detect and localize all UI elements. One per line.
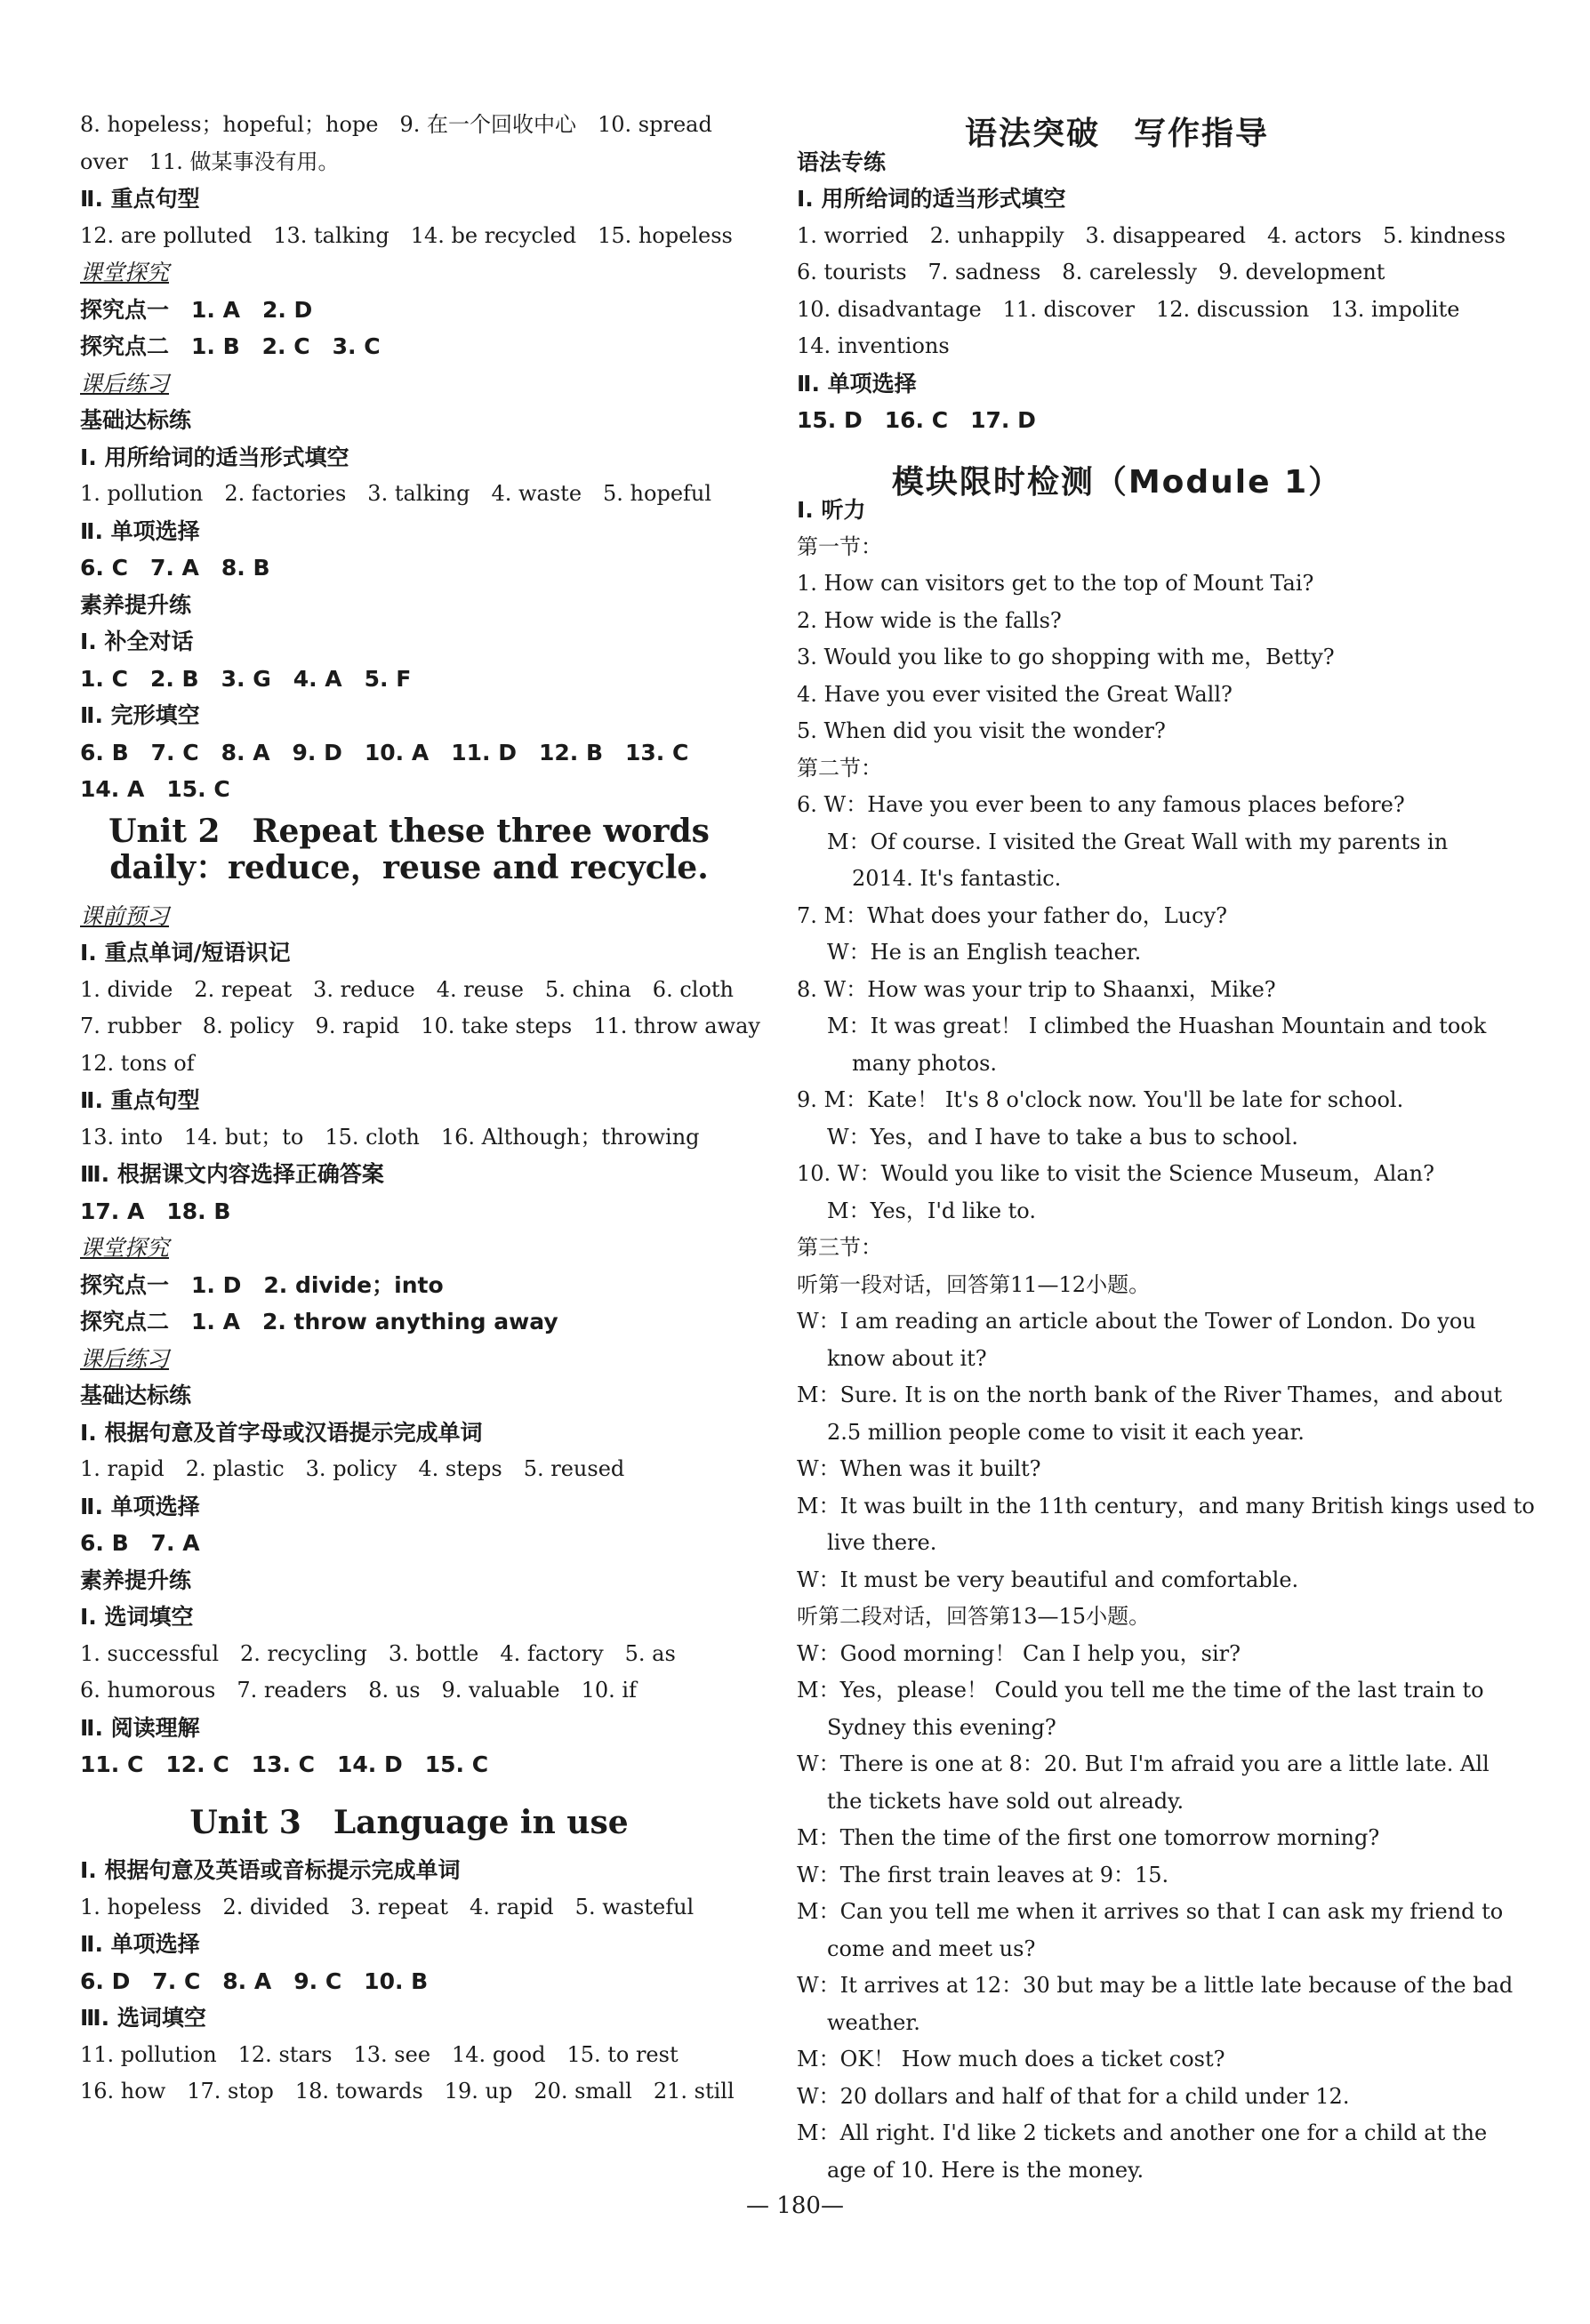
text-line: 5. When did you visit the wonder? — [797, 718, 1166, 743]
section-heading: Ⅱ. 单项选择 — [80, 517, 200, 544]
text-line: 4. Have you ever visited the Great Wall? — [797, 681, 1233, 707]
text-line: 9. M：Kate！ It's 8 o'clock now. You'll be late for school. — [797, 1087, 1404, 1112]
unit-title: Unit 2 Repeat these three words — [108, 812, 710, 850]
text-line: weather. — [827, 2009, 920, 2035]
left-column — [80, 107, 760, 2111]
text-line: 6. W：Have you ever been to any famous places before? — [797, 792, 1405, 817]
text-line: 1. How can visitors get to the top of Mount Tai? — [797, 571, 1314, 596]
subsection-label: 课前预习 — [80, 902, 170, 929]
text-line: M：Can you tell me when it arrives so that I can ask my friend to — [797, 1899, 1504, 1924]
text-line: W：Yes，and I have to take a bus to school. — [827, 1124, 1298, 1150]
text-line: 8. hopeless；hopeful；hope 9. 在一个回收中心 10. spread — [80, 112, 712, 137]
text-line: 6. humorous 7. readers 8. us 9. valuable 10. if — [80, 1678, 637, 1703]
section-heading: Ⅰ. 选词填空 — [80, 1604, 194, 1630]
section-heading: Ⅰ. 用所给词的适当形式填空 — [80, 444, 349, 470]
text-line: 13. into 14. but；to 15. cloth 16. Although；throwing — [80, 1124, 700, 1150]
section-heading: 探究点一 1. A 2. D — [80, 296, 313, 323]
section-heading: Ⅱ. 重点句型 — [80, 1087, 200, 1113]
text-line: W：I am reading an article about the Tower of London. Do you — [797, 1309, 1476, 1334]
text-line: 12. tons of — [80, 1050, 195, 1076]
spacer — [80, 1783, 738, 1799]
text-line: 3. Would you like to go shopping with me，Betty? — [797, 645, 1335, 669]
text-line: M：Sure. It is on the north bank of the River Thames，and about — [797, 1382, 1503, 1407]
section-heading: Ⅱ. 单项选择 — [797, 370, 917, 397]
text-line: M：It was built in the 11th century，and many British kings used to — [797, 1493, 1535, 1519]
section-heading: 基础达标练 — [80, 1382, 192, 1408]
text-line: 8. W：How was your trip to Shaanxi，Mike? — [797, 976, 1276, 1002]
text-line: 1. divide 2. repeat 3. reduce 4. reuse 5. china 6. cloth — [80, 976, 734, 1002]
section-heading: Ⅰ. 重点单词/短语识记 — [80, 940, 291, 966]
text-line: 14. inventions — [797, 333, 950, 358]
section-heading: Ⅱ. 单项选择 — [80, 1493, 200, 1519]
text-line: 10. W：Would you like to visit the Science Museum，Alan? — [797, 1161, 1434, 1186]
section-heading: Ⅰ. 根据句意及首字母或汉语提示完成单词 — [80, 1419, 483, 1446]
section-heading: 素养提升练 — [80, 1567, 192, 1593]
text-line: 7. rubber 8. policy 9. rapid 10. take steps 11. throw away — [80, 1014, 760, 1038]
text-line: M：It was great！ I climbed the Huashan Mountain and took — [827, 1014, 1487, 1038]
section-heading: 14. A 15. C — [80, 776, 230, 802]
section-heading: Ⅱ. 单项选择 — [80, 1931, 200, 1957]
text-line: know about it? — [827, 1345, 987, 1371]
text-line: W：He is an English teacher. — [827, 940, 1142, 965]
text-line: 1. worried 2. unhappily 3. disappeared 4. actors 5. kindness — [797, 222, 1506, 248]
text-line: 10. disadvantage 11. discover 12. discussion 13. impolite — [797, 296, 1460, 322]
text-line: W：There is one at 8：20. But I'm afraid you are a little late. All — [797, 1751, 1490, 1776]
section-heading: 6. C 7. A 8. B — [80, 555, 270, 581]
text-line: 1. hopeless 2. divided 3. repeat 4. rapid 5. wasteful — [80, 1894, 695, 1919]
section-heading: 6. B 7. A — [80, 1530, 200, 1556]
text-line: 第三节： — [797, 1235, 882, 1260]
section-heading: 探究点二 1. A 2. throw anything away — [80, 1309, 558, 1334]
text-line: 12. are polluted 13. talking 14. be recycled 15. hopeless — [80, 222, 733, 248]
section-heading: Ⅲ. 选词填空 — [80, 2005, 206, 2031]
text-line: come and meet us? — [827, 1935, 1036, 1961]
section-heading: 17. A 18. B — [80, 1198, 231, 1224]
section-heading: 基础达标练 — [80, 407, 192, 433]
unit-title: daily：reduce，reuse and recycle. — [109, 849, 709, 886]
text-line: 16. how 17. stop 18. towards 19. up 20. small 21. still — [80, 2079, 735, 2104]
text-line: 2014. It's fantastic. — [852, 866, 1062, 891]
section-heading: 6. B 7. C 8. A 9. D 10. A 11. D 12. B 13. C — [80, 739, 689, 765]
subsection-label: 课后练习 — [80, 370, 170, 397]
text-line: 1. pollution 2. factories 3. talking 4. waste 5. hopeful — [80, 481, 712, 506]
text-line: over 11. 做某事没有用。 — [80, 148, 340, 174]
text-line: Sydney this evening? — [827, 1714, 1056, 1740]
subsection-label: 课堂探究 — [80, 1235, 170, 1261]
text-line: 6. tourists 7. sadness 8. carelessly 9. development — [797, 260, 1385, 284]
text-line: 第二节： — [797, 755, 882, 781]
unit-title: Unit 3 Language in use — [189, 1803, 629, 1841]
text-line: 听第一段对话，回答第11—12小题。 — [797, 1271, 1151, 1297]
text-line: M：Of course. I visited the Great Wall with my parents in — [827, 829, 1449, 854]
section-heading: 语法专练 — [797, 148, 887, 175]
text-line: W：It arrives at 12：30 but may be a little late because of the bad — [797, 1973, 1514, 1998]
text-line: M：Yes，I'd like to. — [827, 1198, 1036, 1223]
section-heading: 素养提升练 — [80, 591, 192, 618]
spacer — [797, 439, 1437, 455]
text-line: 听第二段对话，回答第13—15小题。 — [797, 1604, 1151, 1629]
section-heading: Ⅲ. 根据课文内容选择正确答案 — [80, 1161, 384, 1187]
text-line: 2. How wide is the falls? — [797, 607, 1062, 633]
subsection-label: 课后练习 — [80, 1345, 170, 1372]
text-line: 2.5 million people come to visit it each year. — [827, 1419, 1305, 1445]
section-heading: 6. D 7. C 8. A 9. C 10. B — [80, 1967, 429, 1994]
section-heading: Ⅰ. 补全对话 — [80, 629, 194, 654]
text-line: 11. pollution 12. stars 13. see 14. good 15. to rest — [80, 2041, 679, 2067]
section-heading: Ⅱ. 完形填空 — [80, 702, 200, 728]
text-line: M：OK！ How much does a ticket cost? — [797, 2047, 1225, 2072]
section-heading: Ⅱ. 重点句型 — [80, 186, 200, 212]
text-line: 第一节： — [797, 533, 882, 559]
unit-title: 模块限时检测（Module 1） — [891, 463, 1343, 501]
section-heading: 探究点一 1. D 2. divide；into — [80, 1271, 444, 1298]
text-line: 1. rapid 2. plastic 3. policy 4. steps 5. reused — [80, 1456, 625, 1481]
text-line: age of 10. Here is the money. — [827, 2157, 1144, 2183]
text-line: W：When was it built? — [797, 1456, 1041, 1481]
page-number: — 180— — [746, 2192, 844, 2219]
unit-title: 语法突破 写作指导 — [964, 116, 1269, 152]
text-line: W：The first train leaves at 9：15. — [797, 1862, 1169, 1887]
section-heading: Ⅰ. 听力 — [797, 497, 866, 523]
section-heading: 1. C 2. B 3. G 4. A 5. F — [80, 665, 412, 692]
section-heading: Ⅱ. 阅读理解 — [80, 1714, 200, 1741]
text-line: 1. successful 2. recycling 3. bottle 4. factory 5. as — [80, 1640, 676, 1666]
text-line: many photos. — [852, 1050, 998, 1076]
section-heading: Ⅰ. 用所给词的适当形式填空 — [797, 186, 1066, 212]
section-heading: 11. C 12. C 13. C 14. D 15. C — [80, 1751, 489, 1777]
text-line: M：Then the time of the first one tomorrow morning? — [797, 1825, 1380, 1850]
subsection-label: 课堂探究 — [80, 260, 170, 285]
section-heading: Ⅰ. 根据句意及英语或音标提示完成单词 — [80, 1857, 461, 1883]
right-column — [797, 107, 1535, 2189]
section-heading: 15. D 16. C 17. D — [797, 407, 1036, 433]
text-line: live there. — [827, 1530, 937, 1555]
text-line: 7. M：What does your father do，Lucy? — [797, 902, 1228, 928]
text-line: W：20 dollars and half of that for a child under 12. — [797, 2083, 1350, 2109]
text-line: the tickets have sold out already. — [827, 1788, 1184, 1814]
text-line: W：It must be very beautiful and comfortable. — [797, 1567, 1299, 1592]
text-line: M：Yes，please！ Could you tell me the time of the last train to — [797, 1678, 1484, 1703]
text-line: W：Good morning！ Can I help you，sir? — [797, 1640, 1241, 1666]
section-heading: 探究点二 1. B 2. C 3. C — [80, 333, 381, 359]
text-line: M：All right. I'd like 2 tickets and another one for a child at the — [797, 2120, 1488, 2145]
